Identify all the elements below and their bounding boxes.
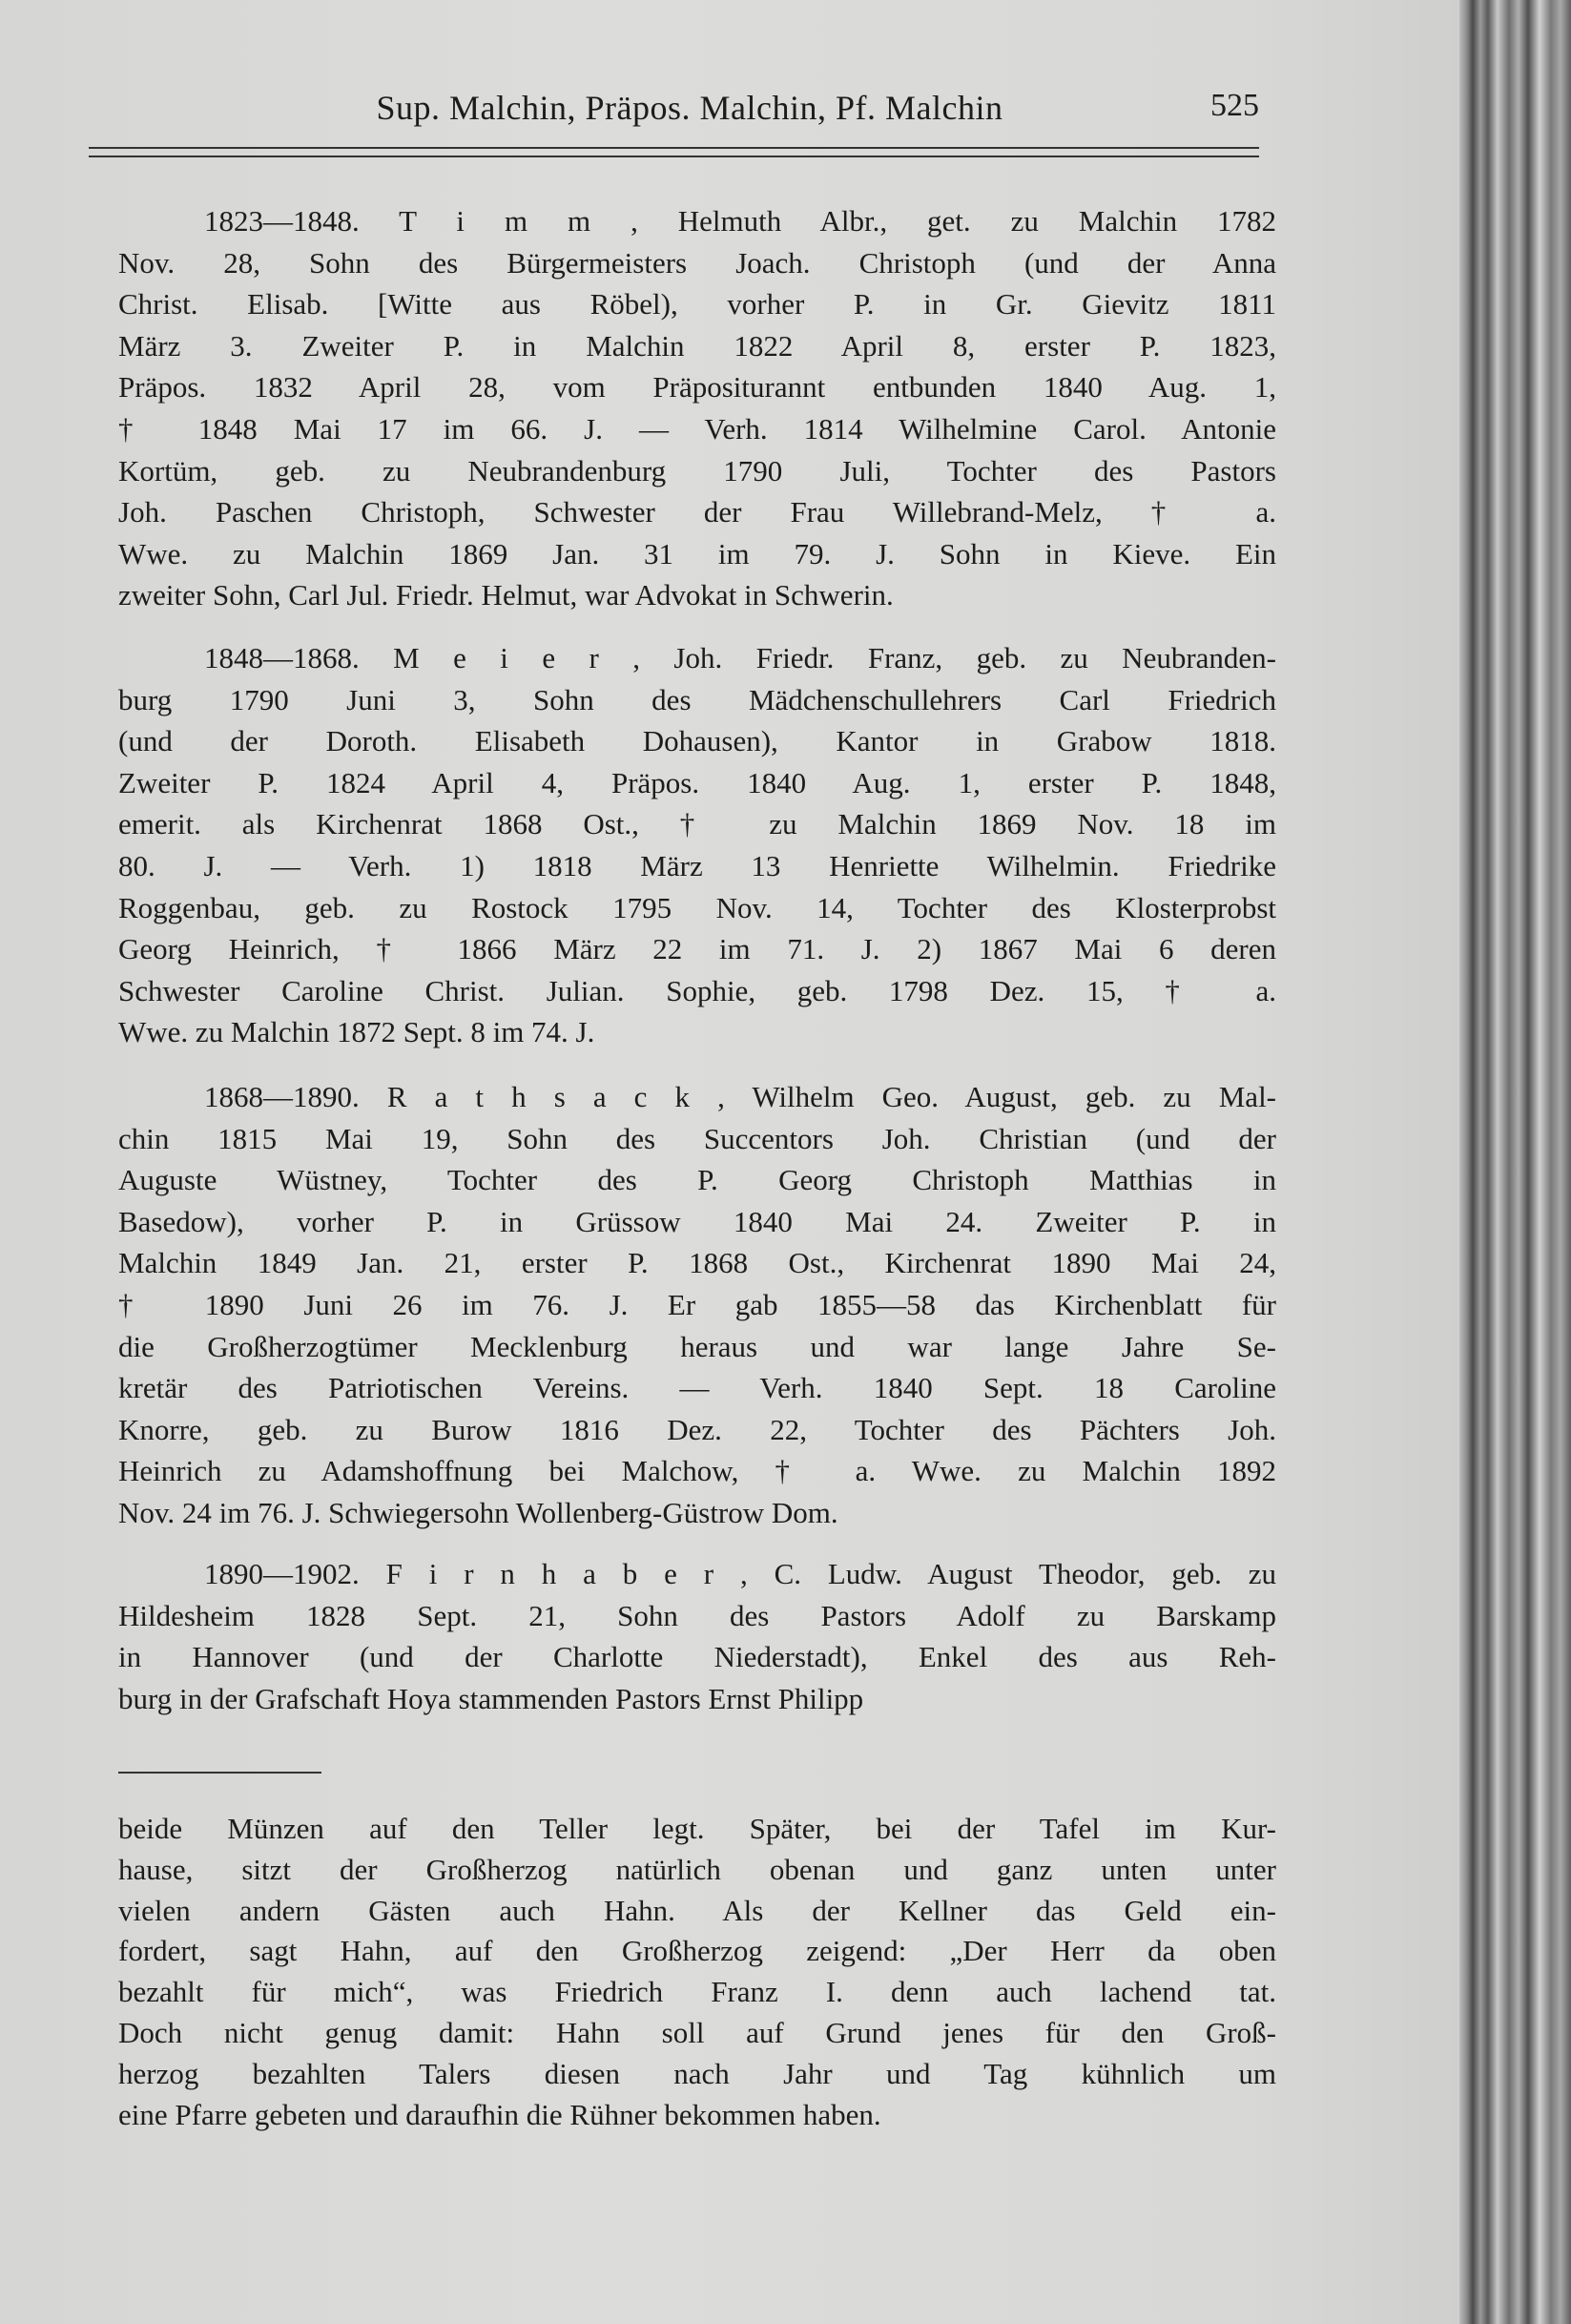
text-line: Heinrich zu Adamshoffnung bei Malchow, † a. Wwe. zu Malchin 1892 [118,1454,1276,1488]
footnote-line: vielen andern Gästen auch Hahn. Als der Kellner das Geld ein- [118,1893,1276,1927]
text-line: Nov. 24 im 76. J. Schwiegersohn Wollenberg-Güstrow Dom. [118,1495,838,1529]
text-line: Kortüm, geb. zu Neubrandenburg 1790 Juli, Tochter des Pastors [118,453,1276,488]
running-header [89,88,1259,145]
text-line: Präpos. 1832 April 28, vom Präpositurannt entbunden 1840 Aug. 1, [118,370,1276,405]
footnote-line: Doch nicht genug damit: Hahn soll auf Grund jenes für den Groß- [118,2015,1276,2049]
text-line: Wwe. zu Malchin 1872 Sept. 8 im 74. J. [118,1015,595,1049]
text-line: in Hannover (und der Charlotte Niederstadt), Enkel des aus Reh- [118,1640,1276,1674]
header-rule [89,147,1259,149]
text-line: Schwester Caroline Christ. Julian. Sophie, geb. 1798 Dez. 15, † a. [118,973,1276,1007]
text-line: Malchin 1849 Jan. 21, erster P. 1868 Ost., Kirchenrat 1890 Mai 24, [118,1246,1276,1280]
text-line: chin 1815 Mai 19, Sohn des Succentors Joh. Christian (und der [118,1121,1276,1155]
text-line: 1868—1890. R a t h s a c k , Wilhelm Geo. August, geb. zu Mal- [204,1080,1276,1113]
text-line: 1823—1848. T i m m , Helmuth Albr., get. zu Malchin 1782 [204,204,1276,238]
text-line: 80. J. — Verh. 1) 1818 März 13 Henriette Wilhelmin. Friedrike [118,848,1276,882]
book-spine-edge [1459,0,1571,2324]
header-title: Sup. Malchin, Präpos. Malchin, Pf. Malchin [376,89,1003,127]
text-line: burg 1790 Juni 3, Sohn des Mädchenschullehrers Carl Friedrich [118,682,1276,716]
page-number: 525 [1210,88,1259,123]
text-line: Auguste Wüstney, Tochter des P. Georg Christoph Matthias in [118,1163,1276,1197]
text-line: emerit. als Kirchenrat 1868 Ost., † zu Malchin 1869 Nov. 18 im [118,807,1276,841]
footnote-line: beide Münzen auf den Teller legt. Später, bei der Tafel im Kur- [118,1812,1276,1845]
text-line: Nov. 28, Sohn des Bürgermeisters Joach. Christoph (und der Anna [118,245,1276,280]
entry-meier [118,637,1276,1053]
text-line: Joh. Paschen Christoph, Schwester der Frau Willebrand-Melz, † a. [118,495,1276,529]
text-line: kretär des Patriotischen Vereins. — Verh. 1840 Sept. 18 Caroline [118,1371,1276,1405]
text-line: 1890—1902. F i r n h a b e r , C. Ludw. August Theodor, geb. zu [204,1557,1276,1590]
text-line: Hildesheim 1828 Sept. 21, Sohn des Pastors Adolf zu Barskamp [118,1598,1276,1632]
footnote-line: bezahlt für mich“, was Friedrich Franz I. denn auch lachend tat. [118,1975,1276,2009]
text-line: Basedow), vorher P. in Grüssow 1840 Mai 24. Zweiter P. in [118,1204,1276,1238]
text-line: März 3. Zweiter P. in Malchin 1822 April 8, erster P. 1823, [118,328,1276,363]
footnote-line: fordert, sagt Hahn, auf den Großherzog zeigend: „Der Herr da oben [118,1934,1276,1968]
text-line: Wwe. zu Malchin 1869 Jan. 31 im 79. J. Sohn in Kieve. Ein [118,536,1276,571]
text-line: burg in der Grafschaft Hoya stammenden Pastors Ernst Philipp [118,1681,864,1715]
text-line: (und der Doroth. Elisabeth Dohausen), Kantor in Grabow 1818. [118,724,1276,758]
text-line: Knorre, geb. zu Burow 1816 Dez. 22, Tochter des Pächters Joh. [118,1412,1276,1446]
text-line: zweiter Sohn, Carl Jul. Friedr. Helmut, war Advokat in Schwerin. [118,578,894,612]
header-rule [89,156,1259,157]
text-line: Christ. Elisab. [Witte aus Röbel), vorher P. in Gr. Gievitz 1811 [118,287,1276,322]
footnote-rule [118,1772,321,1774]
text-line: die Großherzogtümer Mecklenburg heraus und war lange Jahre Se- [118,1329,1276,1363]
text-line: Georg Heinrich, † 1866 März 22 im 71. J. 2) 1867 Mai 6 deren [118,932,1276,966]
footnote [118,1809,1276,2135]
entry-firnhaber [118,1553,1276,1719]
footnote-line: hause, sitzt der Großherzog natürlich obenan und ganz unten unter [118,1852,1276,1886]
text-line: † 1848 Mai 17 im 66. J. — Verh. 1814 Wilhelmine Carol. Antonie [118,411,1276,446]
entry-timm [118,200,1276,616]
text-line: Roggenbau, geb. zu Rostock 1795 Nov. 14, Tochter des Klosterprobst [118,890,1276,924]
footnote-line: herzog bezahlten Talers diesen nach Jahr und Tag kühnlich um [118,2056,1276,2090]
footnote-line: eine Pfarre gebeten und daraufhin die Rühner bekommen haben. [118,2097,881,2131]
text-line: Zweiter P. 1824 April 4, Präpos. 1840 Aug. 1, erster P. 1848, [118,765,1276,799]
text-line: † 1890 Juni 26 im 76. J. Er gab 1855—58 das Kirchenblatt für [118,1287,1276,1321]
text-line: 1848—1868. M e i e r , Joh. Friedr. Franz, geb. zu Neubranden- [204,641,1276,674]
entry-rathsack [118,1076,1276,1534]
